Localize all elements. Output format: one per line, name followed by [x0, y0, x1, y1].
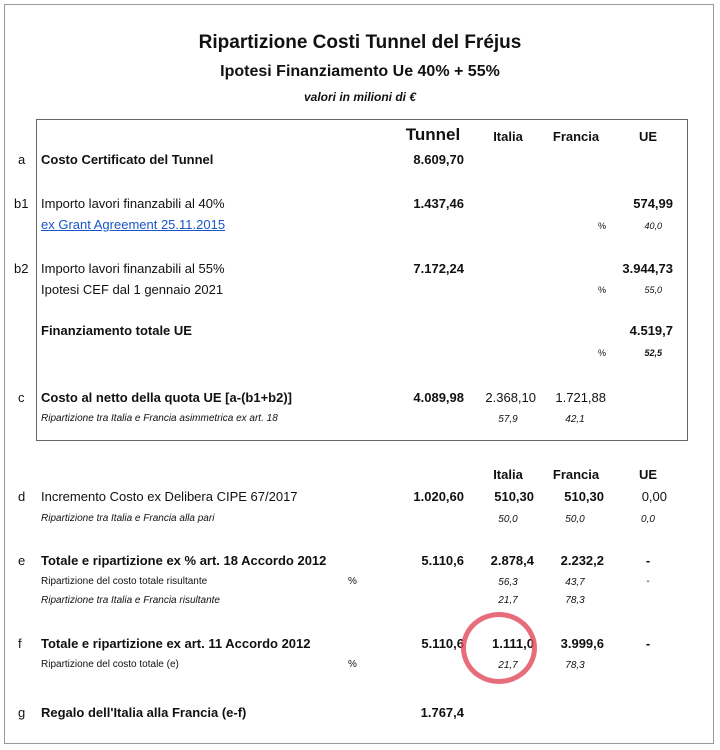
row-d-code: d — [18, 489, 26, 504]
row-c-francia: 1.721,88 — [555, 390, 606, 405]
header-ue: UE — [638, 129, 658, 144]
row-d-francia: 510,30 — [564, 489, 604, 504]
row-a-label: Costo Certificato del Tunnel — [41, 152, 214, 167]
row-e-ue: - — [645, 553, 651, 568]
header-francia-bottom: Francia — [552, 467, 600, 482]
units-note: valori in milioni di € — [303, 90, 417, 104]
row-e-sub1-francia: 43,7 — [565, 577, 585, 588]
row-c-italia: 2.368,10 — [485, 390, 536, 405]
row-g-tunnel: 1.767,4 — [420, 705, 464, 720]
row-e-italia: 2.878,4 — [490, 553, 534, 568]
row-f-francia: 3.999,6 — [560, 636, 604, 651]
fin-total-ue: 4.519,7 — [629, 323, 673, 338]
row-c-italia-pct: 57,9 — [498, 414, 518, 425]
row-e-sub2-italia: 21,7 — [498, 595, 518, 606]
row-d-italia: 510,30 — [494, 489, 534, 504]
row-e-tunnel: 5.110,6 — [421, 553, 464, 568]
grant-agreement-link[interactable]: ex Grant Agreement 25.11.2015 — [41, 217, 226, 232]
row-d-francia-pct: 50,0 — [565, 514, 585, 525]
row-b1-tunnel: 1.437,46 — [413, 196, 464, 211]
row-e-sub1-pct-sign: % — [348, 576, 357, 587]
row-d-ue: 0,00 — [641, 489, 667, 504]
row-f-italia: 1.111,0 — [492, 636, 534, 651]
row-d-tunnel: 1.020,60 — [413, 489, 464, 504]
fin-total-pct: 52,5 — [644, 348, 662, 358]
header-francia: Francia — [552, 129, 600, 144]
row-e-francia: 2.232,2 — [560, 553, 604, 568]
page-subtitle: Ipotesi Finanziamento Ue 40% + 55% — [220, 63, 500, 80]
page-title: Ripartizione Costi Tunnel del Fréjus — [198, 32, 522, 53]
row-e-sub2: Ripartizione tra Italia e Francia risultante — [41, 595, 220, 606]
row-e-sub1-ue: - — [646, 576, 650, 587]
row-b2-sub: Ipotesi CEF dal 1 gennaio 2021 — [41, 282, 224, 297]
row-f-francia-pct: 78,3 — [565, 660, 585, 671]
row-f-sub: Ripartizione del costo totale (e) — [41, 659, 179, 670]
row-e-label: Totale e ripartizione ex % art. 18 Accordo 2012 — [41, 553, 327, 568]
row-g-code: g — [18, 705, 26, 720]
row-b1-pct: 40,0 — [644, 221, 662, 231]
row-d-ue-pct: 0,0 — [641, 514, 655, 525]
row-c-label: Costo al netto della quota UE [a-(b1+b2)] — [41, 390, 292, 405]
row-b1-code: b1 — [14, 196, 29, 211]
row-e-sub1: Ripartizione del costo totale risultante — [41, 576, 208, 587]
header-ue-bottom: UE — [638, 467, 658, 482]
row-e-code: e — [18, 553, 26, 568]
row-d-italia-pct: 50,0 — [498, 514, 518, 525]
row-b2-code: b2 — [14, 261, 29, 276]
row-g-label: Regalo dell'Italia alla Francia (e-f) — [41, 705, 247, 720]
row-b1-ue: 574,99 — [633, 196, 673, 211]
row-b2-tunnel: 7.172,24 — [413, 261, 464, 276]
row-c-francia-pct: 42,1 — [565, 414, 585, 425]
row-b2-ue: 3.944,73 — [622, 261, 673, 276]
row-e-sub1-italia: 56,3 — [498, 577, 518, 588]
row-c-tunnel: 4.089,98 — [413, 390, 464, 405]
row-f-code: f — [18, 636, 22, 651]
row-c-sub: Ripartizione tra Italia e Francia asimmetrica ex art. 18 — [41, 413, 278, 424]
row-c-code: c — [18, 390, 25, 405]
row-b2-pct-sign: % — [598, 285, 607, 295]
header-italia: Italia — [493, 129, 523, 144]
row-b2-pct: 55,0 — [644, 285, 662, 295]
row-f-pct-sign: % — [348, 659, 357, 670]
highlight-circle — [461, 612, 537, 684]
row-b1-pct-sign: % — [598, 221, 607, 231]
header-italia-bottom: Italia — [493, 467, 523, 482]
row-a-code: a — [18, 152, 26, 167]
row-f-italia-pct: 21,7 — [498, 660, 518, 671]
row-f-ue: - — [645, 636, 651, 651]
row-b1-label: Importo lavori finanzabili al 40% — [41, 196, 225, 211]
fin-total-pct-sign: % — [598, 348, 607, 358]
row-a-tunnel: 8.609,70 — [413, 152, 464, 167]
row-f-label: Totale e ripartizione ex art. 11 Accordo 2012 — [41, 636, 311, 651]
row-d-sub: Ripartizione tra Italia e Francia alla pari — [41, 513, 215, 524]
row-b2-label: Importo lavori finanzabili al 55% — [41, 261, 225, 276]
row-d-label: Incremento Costo ex Delibera CIPE 67/2017 — [41, 489, 298, 504]
row-f-tunnel: 5.110,6 — [421, 636, 464, 651]
header-tunnel: Tunnel — [405, 125, 461, 144]
fin-total-label: Finanziamento totale UE — [41, 323, 192, 338]
row-e-sub2-francia: 78,3 — [565, 595, 585, 606]
